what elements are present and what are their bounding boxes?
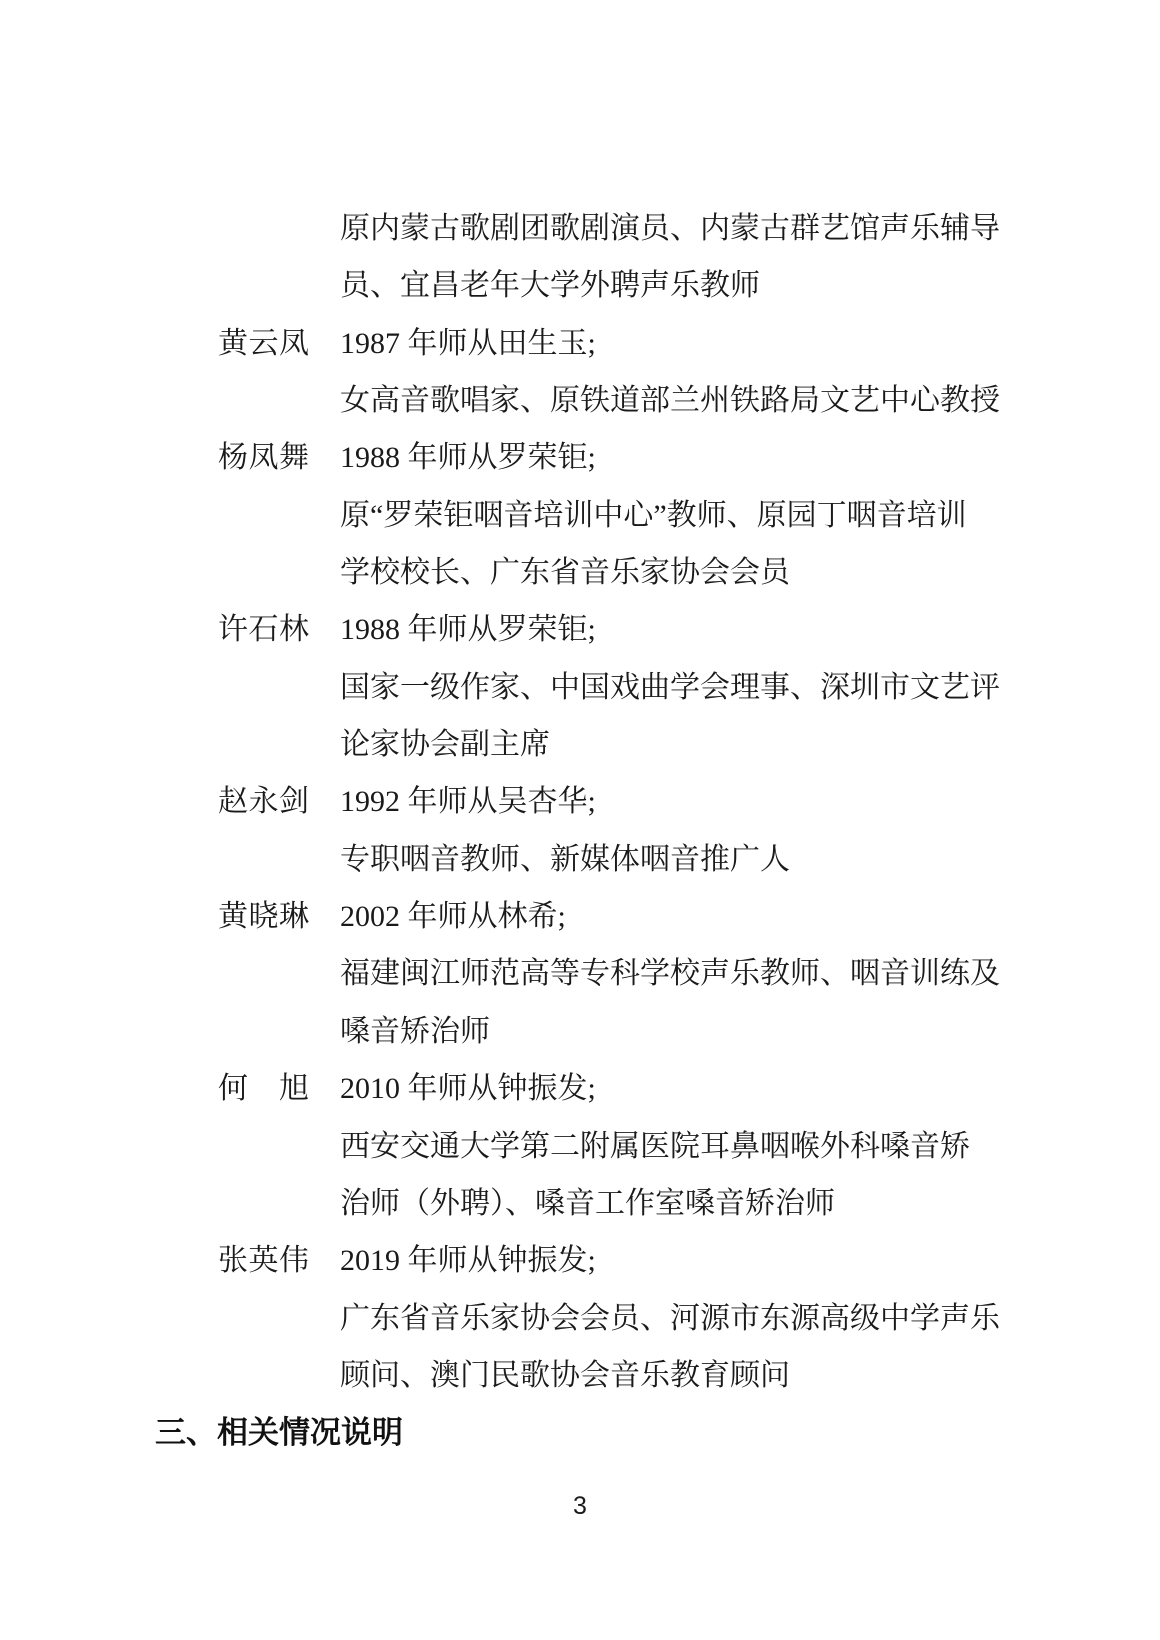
entry-line: 2019 年师从钟振发; [340, 1244, 596, 1278]
text-line [218, 888, 1018, 945]
entry-name: 许石林 [218, 613, 310, 647]
entry-name [218, 1290, 340, 1347]
text-line [218, 257, 1018, 314]
entry-line: 广东省音乐家协会会员、河源市东源高级中学声乐 [340, 1301, 1000, 1335]
entry-line: 1988 年师从罗荣钜; [340, 441, 596, 475]
entry-name [218, 945, 340, 1002]
entry-name [218, 1175, 340, 1232]
entry-name: 赵永剑 [218, 785, 310, 819]
text-line [218, 1175, 1018, 1232]
text-line [218, 1118, 1018, 1175]
text-line [218, 659, 1018, 716]
text-line [218, 831, 1018, 888]
text-line [218, 716, 1018, 773]
entry-line: 原内蒙古歌剧团歌剧演员、内蒙古群艺馆声乐辅导 [340, 212, 1000, 245]
text-line [218, 945, 1018, 1002]
entry-name [218, 1118, 340, 1175]
entry-line: 1987 年师从田生玉; [340, 326, 596, 360]
entry-name [218, 487, 340, 544]
entry-list [218, 200, 1018, 1404]
text-line [218, 1232, 1018, 1289]
entry-line: 嗓音矫治师 [340, 1014, 490, 1048]
text-line [218, 372, 1018, 429]
entry-name: 黄晓琳 [218, 900, 310, 934]
entry-line: 2002 年师从林希; [340, 900, 566, 934]
entry-line: 学校校长、广东省音乐家协会会员 [340, 556, 790, 590]
text-line [218, 1347, 1018, 1404]
text-line [218, 1060, 1018, 1117]
text-line [218, 429, 1018, 486]
entry-name [218, 1347, 340, 1404]
entry-name [218, 544, 340, 601]
entry-name [218, 200, 340, 257]
entry-name [218, 831, 340, 888]
text-line [218, 1003, 1018, 1060]
entry-line: 原“罗荣钜咽音培训中心”教师、原园丁咽音培训 [340, 498, 967, 532]
entry-name [218, 716, 340, 773]
text-line [218, 544, 1018, 601]
text-line [218, 200, 1018, 257]
entry-line: 治师（外聘）、嗓音工作室嗓音矫治师 [340, 1186, 835, 1220]
entry-line: 福建闽江师范高等专科学校声乐教师、咽音训练及 [340, 957, 1000, 991]
entry-name [218, 257, 340, 314]
entry-name: 何 旭 [218, 1072, 310, 1106]
entry-line: 1988 年师从罗荣钜; [340, 613, 596, 647]
entry-line: 员、宜昌老年大学外聘声乐教师 [340, 269, 760, 303]
entry-line: 国家一级作家、中国戏曲学会理事、深圳市文艺评 [340, 670, 1000, 704]
entry-line: 女高音歌唱家、原铁道部兰州铁路局文艺中心教授 [340, 384, 1000, 418]
entry-line: 西安交通大学第二附属医院耳鼻咽喉外科嗓音矫 [340, 1129, 970, 1163]
entry-name [218, 1003, 340, 1060]
entry-line: 2010 年师从钟振发; [340, 1072, 596, 1106]
entry-name [218, 372, 340, 429]
entry-name: 黄云凤 [218, 326, 310, 360]
entry-name [218, 659, 340, 716]
entry-line: 论家协会副主席 [340, 728, 550, 762]
text-line [218, 315, 1018, 372]
section-heading: 三、相关情况说明 [155, 1415, 403, 1450]
text-line [218, 601, 1018, 658]
page-number: 3 [573, 1492, 587, 1520]
text-line [218, 773, 1018, 830]
text-line [218, 487, 1018, 544]
entry-name: 杨凤舞 [218, 441, 310, 475]
entry-line: 专职咽音教师、新媒体咽音推广人 [340, 842, 790, 876]
entry-name: 张英伟 [218, 1244, 310, 1278]
text-line [218, 1290, 1018, 1347]
entry-line: 1992 年师从吴杏华; [340, 785, 596, 819]
entry-line: 顾问、澳门民歌协会音乐教育顾问 [340, 1358, 790, 1392]
